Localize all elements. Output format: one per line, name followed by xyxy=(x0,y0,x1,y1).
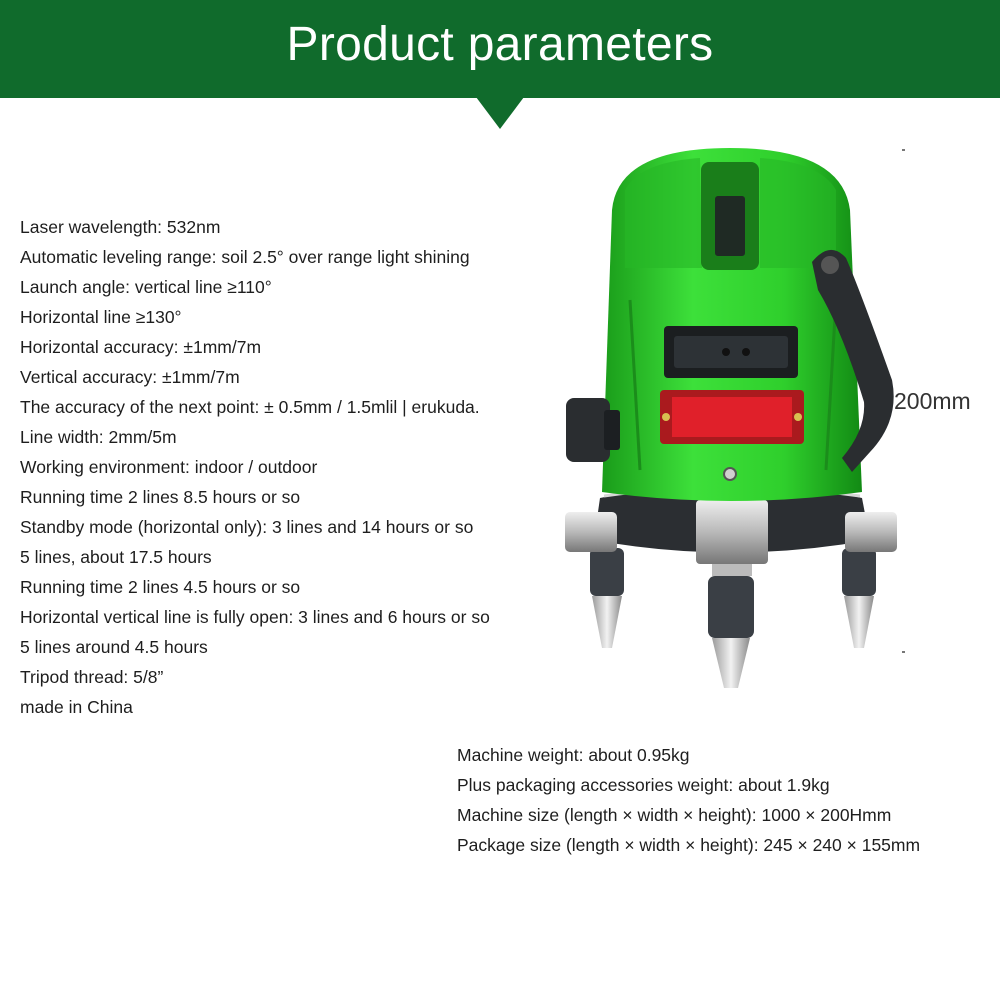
device-body xyxy=(602,148,862,501)
spec-list xyxy=(20,212,490,722)
spec-item: Plus packaging accessories weight: about 1.9kg xyxy=(457,775,830,795)
height-dimension-label: 200mm xyxy=(894,388,971,414)
banner-pointer xyxy=(476,97,524,129)
spec-item: made in China xyxy=(20,697,133,717)
spec-item: The accuracy of the next point: ± 0.5mm / 1.5mlil | erukuda. xyxy=(20,397,480,417)
spec-item: Horizontal accuracy: ±1mm/7m xyxy=(20,337,262,357)
spec-item: Machine weight: about 0.95kg xyxy=(457,745,690,765)
spec-item: Horizontal line ≥130° xyxy=(20,307,182,327)
leveling-legs xyxy=(590,548,876,688)
header-banner xyxy=(0,0,1000,98)
spec-item: Horizontal vertical line is fully open: 3 lines and 6 hours or so xyxy=(20,607,490,627)
spec-item: Vertical accuracy: ±1mm/7m xyxy=(20,367,240,387)
spec-item: Tripod thread: 5/8” xyxy=(20,667,164,687)
spec-item: Launch angle: vertical line ≥110° xyxy=(20,277,272,297)
laser-level-image xyxy=(555,140,905,700)
spec-item: Laser wavelength: 532nm xyxy=(20,217,221,237)
spec-item: 5 lines around 4.5 hours xyxy=(20,637,208,657)
spec-item: Machine size (length × width × height): 1000 × 200Hmm xyxy=(457,805,892,825)
spec-item: Running time 2 lines 8.5 hours or so xyxy=(20,487,301,507)
spec-item: Standby mode (horizontal only): 3 lines and 14 hours or so xyxy=(20,517,474,537)
size-weight-list xyxy=(457,740,920,860)
spec-item: Automatic leveling range: soil 2.5° over range light shining xyxy=(20,247,470,267)
page-title: Product parameters xyxy=(286,18,714,71)
spec-item: 5 lines, about 17.5 hours xyxy=(20,547,212,567)
spec-item: Running time 2 lines 4.5 hours or so xyxy=(20,577,301,597)
spec-item: Line width: 2mm/5m xyxy=(20,427,177,447)
spec-item: Package size (length × width × height): 245 × 240 × 155mm xyxy=(457,835,921,855)
spec-item: Working environment: indoor / outdoor xyxy=(20,457,318,477)
